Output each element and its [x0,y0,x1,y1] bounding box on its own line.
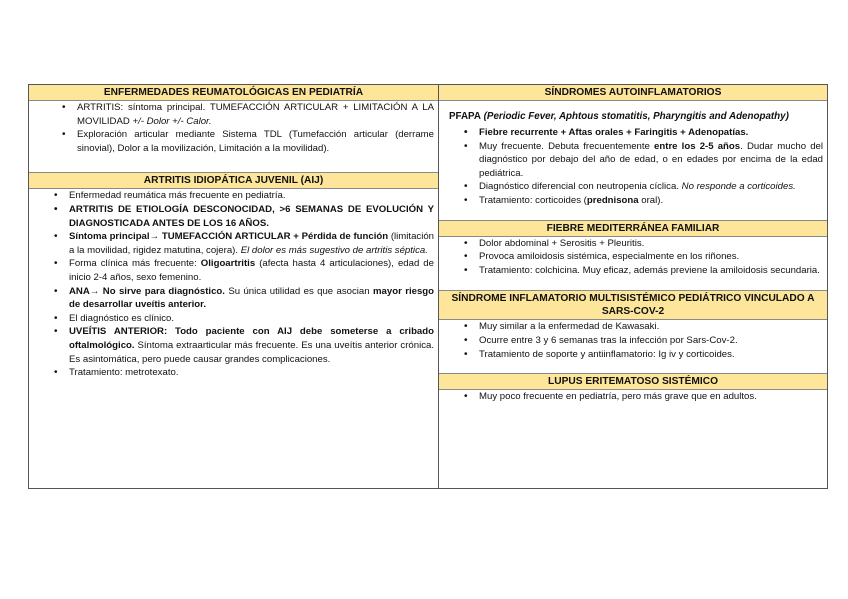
list-item: • Muy frecuente. Debuta frecuentemente entre los 2-5 años. Dudar mucho del diagnóstico por debajo del año de edad, o en edades por encima de la edad pediátrica. [439,140,827,181]
list-item: • El diagnóstico es clínico. [29,312,438,326]
list-item: • Síntoma principal→ TUMEFACCIÓN ARTICULAR + Pérdida de función (limitación a la movilidad, rigidez matutina, cojera). El dolor es más sugestivo de artritis séptica. [29,230,438,257]
list-item: • ARTRITIS: síntoma principal. TUMEFACCIÓN ARTICULAR + LIMITACIÓN A LA MOVILIDAD +/- Dolor +/- Calor. [29,101,438,128]
list-item: • Tratamiento de soporte y antiinflamatorio: Ig iv y corticoides. [439,348,827,362]
list-item: • Diagnóstico diferencial con neutropenia cíclica. No responde a corticoides. [439,180,827,194]
right-column [439,85,827,488]
section-header-aij: ARTRITIS IDIOPÁTICA JUVENIL (AIJ) [29,172,438,189]
reumatologicas-list [29,101,438,155]
list-item: • Fiebre recurrente + Aftas orales + Faringitis + Adenopatías. [439,126,827,140]
list-item: • Forma clínica más frecuente: Oligoartritis (afecta hasta 4 articulaciones), edad de inicio 2-4 años, sexo femenino. [29,257,438,284]
mis-list [439,320,827,361]
list-item: • UVEÍTIS ANTERIOR: Todo paciente con AIJ debe someterse a cribado oftalmológico. Síntoma extraarticular más frecuente. Es una uveítis anterior crónica. Es asintomática, pero puede causar grandes complicaciones. [29,325,438,366]
lupus-list [439,390,827,404]
section-header-reumatologicas: ENFERMEDADES REUMATOLÓGICAS EN PEDIATRÍA [29,85,438,101]
list-item: • Tratamiento: metrotexato. [29,366,438,380]
list-item: • ARTRITIS DE ETIOLOGÍA DESCONOCIDAD, >6 SEMANAS DE EVOLUCIÓN Y DIAGNOSTICADA ANTES DE LOS 16 AÑOS. [29,203,438,230]
list-item: • Muy poco frecuente en pediatría, pero más grave que en adultos. [439,390,827,404]
list-item: • Tratamiento: corticoides (prednisona oral). [439,194,827,208]
summary-table [28,84,828,489]
left-column [29,85,439,488]
section-header-autoinflamatorios: SÍNDROMES AUTOINFLAMATORIOS [439,85,827,101]
section-header-mis: SÍNDROME INFLAMATORIO MULTISISTÉMICO PEDIÁTRICO VINCULADO A SARS-COV-2 [439,290,827,320]
list-item: • ANA→ No sirve para diagnóstico. Su única utilidad es que asocian mayor riesgo de desarrollar uveítis anterior. [29,285,438,312]
pfapa-heading: PFAPA (Periodic Fever, Aphtous stomatitis, Pharyngitis and Adenopathy) [449,111,789,122]
fmf-list [439,237,827,278]
list-item: • Exploración articular mediante Sistema TDL (Tumefacción articular (derrame sinovial), Dolor a la movilización, Limitación a la movilidad). [29,128,438,155]
list-item: • Ocurre entre 3 y 6 semanas tras la infección por Sars-Cov-2. [439,334,827,348]
list-item: • Tratamiento: colchicina. Muy eficaz, además previene la amiloidosis secundaria. [439,264,827,278]
list-item: • Provoca amiloidosis sistémica, especialmente en los riñones. [439,250,827,264]
list-item: • Enfermedad reumática más frecuente en pediatría. [29,189,438,203]
aij-list [29,189,438,379]
section-header-fmf: FIEBRE MEDITERRÁNEA FAMILIAR [439,220,827,237]
list-item: • Muy similar a la enfermedad de Kawasaki. [439,320,827,334]
pfapa-list [439,126,827,208]
section-header-lupus: LUPUS ERITEMATOSO SISTÉMICO [439,373,827,390]
list-item: • Dolor abdominal + Serositis + Pleuritis. [439,237,827,251]
